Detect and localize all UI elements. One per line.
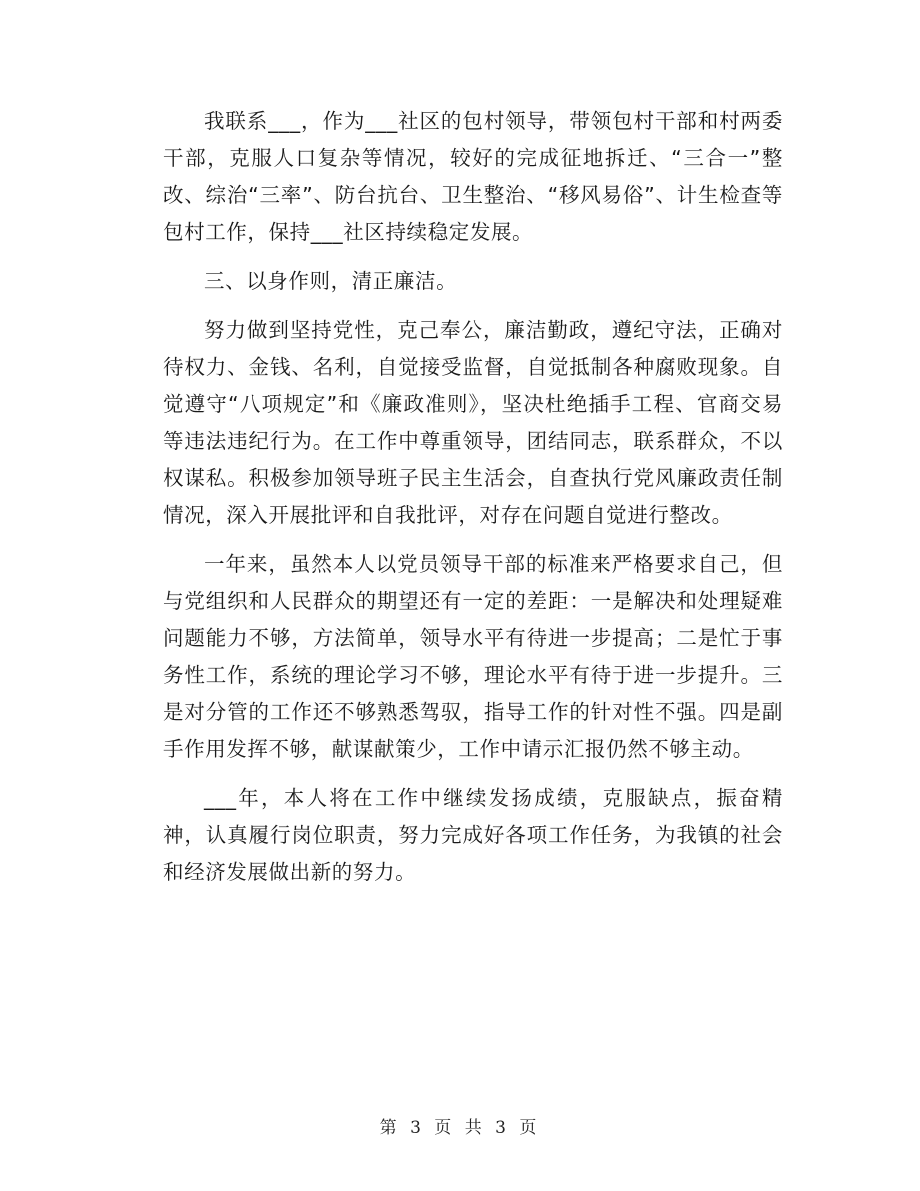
paragraph-future-plan: ___年，本人将在工作中继续发扬成绩，克服缺点，振奋精神，认真履行岗位职责，努力完成好各项工作任务，为我镇的社会和经济发展做出新的努力。: [163, 786, 783, 884]
paragraph-shortcomings: 一年来，虽然本人以党员领导干部的标准来严格要求自己，但与党组织和人民群众的期望还有一定的差距：一是解决和处理疑难问题能力不够，方法简单，领导水平有待进一步提高；二是忙于事务性工作，系统的理论学习不够，理论水平有待于进一步提升。三是对分管的工作还不够熟悉驾驭，指导工作的针对性不强。四是副手作用发挥不够，献谋献策少，工作中请示汇报仍然不够主动。: [163, 552, 783, 761]
document-body: [163, 103, 783, 903]
paragraph-community-work: 我联系___，作为___社区的包村领导，带领包村干部和村两委干部，克服人口复杂等情况，较好的完成征地拆迁、“三合一”整改、综治“三率”、防台抗台、卫生整治、“移风易俗”、计生检查等包村工作，保持___社区持续稳定发展。: [163, 109, 783, 244]
paragraph-integrity: 努力做到坚持党性，克己奉公，廉洁勤政，遵纪守法，正确对待权力、金钱、名利，自觉接受监督，自觉抵制各种腐败现象。自觉遵守“八项规定”和《廉政准则》，坚决杜绝插手工程、官商交易等违法违纪行为。在工作中尊重领导，团结同志，联系群众，不以权谋私。积极参加领导班子民主生活会，自查执行党风廉政责任制情况，深入开展批评和自我批评，对存在问题自觉进行整改。: [163, 318, 783, 527]
section-heading-integrity: 三、以身作则，清正廉洁。: [204, 269, 458, 293]
page-number-footer: 第 3 页 共 3 页: [379, 1118, 541, 1138]
